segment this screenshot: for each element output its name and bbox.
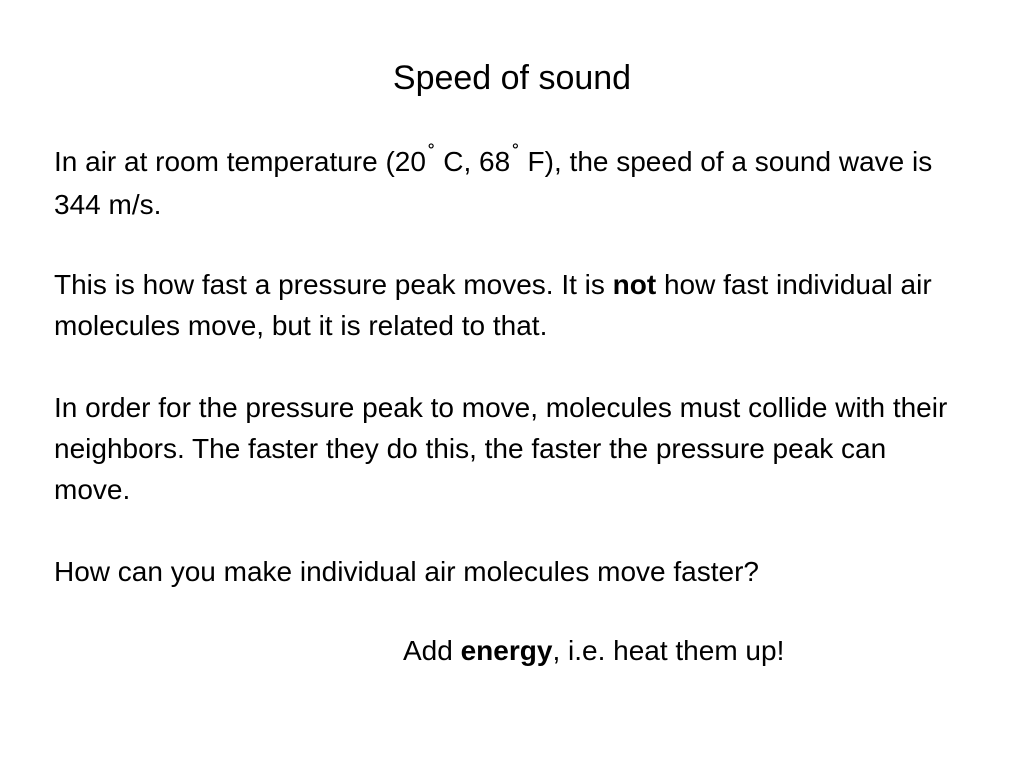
p2-text-after: how fast individual air molecules move, but it is related to that. [54,269,932,341]
answer-text-after: , i.e. heat them up! [552,635,785,666]
p1-text-part1: In air at room temperature (20 [54,146,426,177]
slide-title: Speed of sound [392,59,632,97]
p1-text-part2: C, 68 [443,146,511,177]
paragraph-molecules-collide: In order for the pressure peak to move, molecules must collide with their neighbors. The faster they do this, the faster the pressure peak can move. [54,392,948,505]
answer-emphasis-energy: energy [460,635,553,666]
paragraph-question: How can you make individual air molecules move faster? [54,556,759,587]
answer-text-before: Add [403,635,461,666]
answer-line [403,630,784,671]
p1-text-part3: F), the speed of a sound wave is 344 m/s. [54,146,933,220]
paragraph-speed-in-air [54,141,954,225]
degree-symbol-celsius: ˚ [427,141,436,166]
degree-symbol-fahrenheit: ˚ [512,141,520,166]
paragraph-pressure-peak [54,264,954,346]
p2-emphasis-not: not [612,269,657,300]
p2-text-before: This is how fast a pressure peak moves. It is [54,269,613,300]
